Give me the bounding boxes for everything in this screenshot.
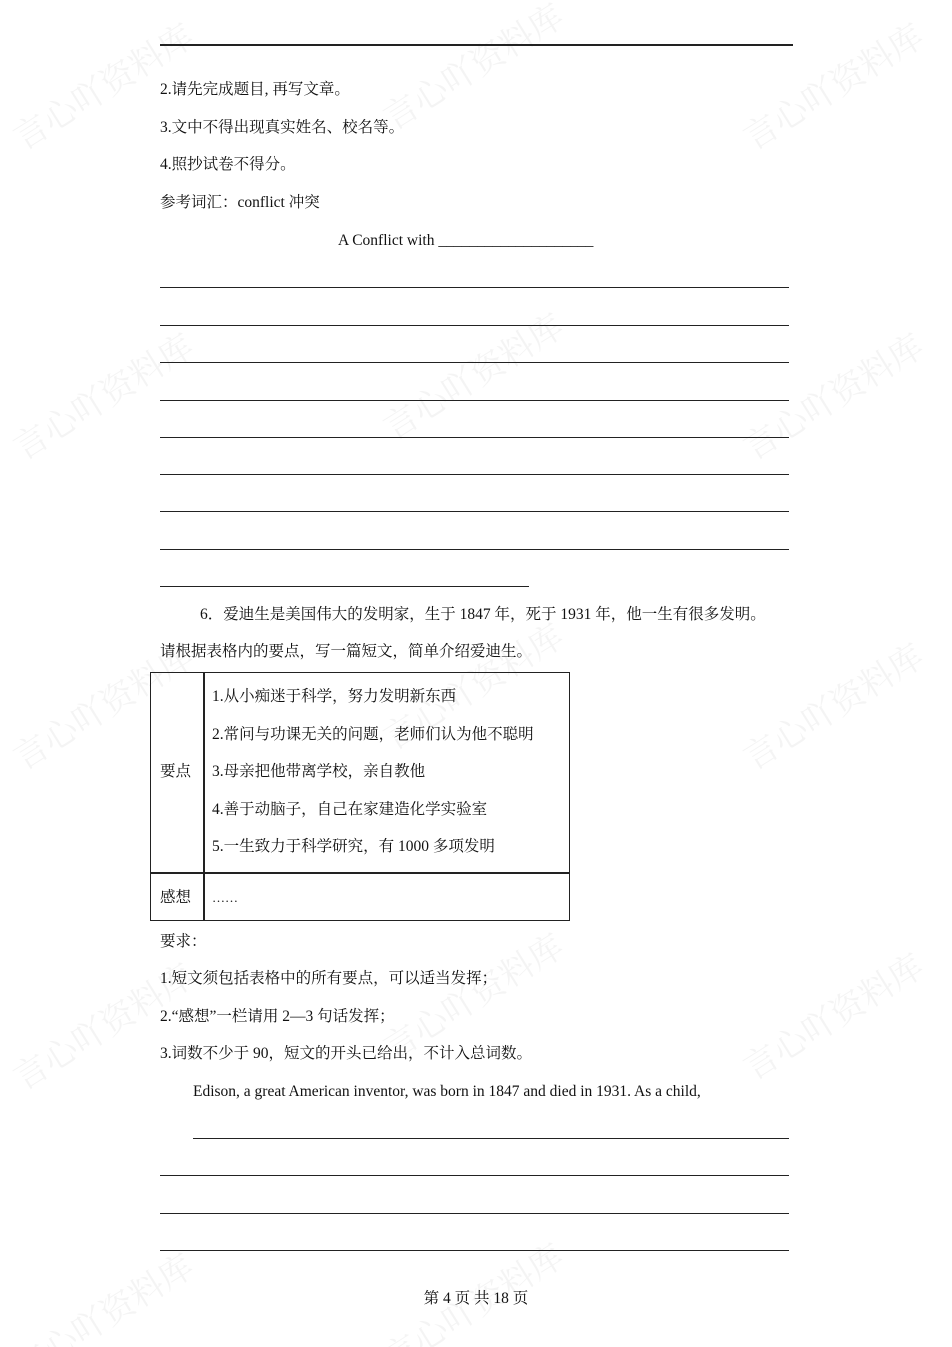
writing-line[interactable] [160, 400, 789, 401]
requirement-item: 1.短文须包括表格中的所有要点，可以适当发挥； [160, 970, 498, 987]
writing-line[interactable] [160, 437, 789, 438]
question-6-text: 请根据表格内的要点，写一篇短文，简单介绍爱迪生。 [160, 643, 533, 660]
top-rule [160, 44, 793, 46]
requirements-heading: 要求： [160, 933, 207, 950]
page-footer: 第 4 页 共 18 页 [423, 1290, 529, 1307]
writing-line[interactable] [160, 511, 789, 512]
watermark [733, 630, 932, 780]
requirement-item: 3.词数不少于 90，短文的开头已给出，不计入总词数。 [160, 1045, 533, 1062]
table-cell: …… [212, 890, 238, 905]
table-point: 2.常问与功课无关的问题，老师们认为他不聪明 [212, 726, 534, 743]
requirement-item: 2.“感想”一栏请用 2—3 句话发挥； [160, 1008, 395, 1025]
instruction: 2.请先完成题目, 再写文章。 [160, 81, 350, 98]
instruction: 3.文中不得出现真实姓名、校名等。 [160, 119, 405, 136]
table-point: 5.一生致力于科学研究，有 1000 多项发明 [212, 838, 495, 855]
writing-line[interactable] [193, 1138, 789, 1139]
table-point: 4.善于动脑子，自己在家建造化学实验室 [212, 801, 488, 818]
table-row-label: 感想 [160, 889, 192, 906]
essay-title: A Conflict with ____________________ [338, 232, 594, 249]
writing-line[interactable] [160, 474, 789, 475]
instruction: 4.照抄试卷不得分。 [160, 156, 296, 173]
writing-line[interactable] [160, 1250, 789, 1251]
writing-line[interactable] [160, 586, 529, 587]
essay-opening: Edison, a great American inventor, was born in 1847 and died in 1931. As a child, [193, 1083, 701, 1100]
table-point: 3.母亲把他带离学校，亲自教他 [212, 763, 426, 780]
key-points-table [150, 672, 570, 921]
watermark [733, 10, 932, 160]
watermark [733, 320, 932, 470]
watermark [373, 300, 572, 450]
question-6-text: 6．爱迪生是美国伟大的发明家，生于 1847 年，死于 1931 年，他一生有很多发明。 [200, 606, 766, 623]
table-row-label: 要点 [160, 763, 192, 780]
writing-line[interactable] [160, 549, 789, 550]
watermark [733, 940, 932, 1090]
watermark [3, 320, 202, 470]
table-point: 1.从小痴迷于科学，努力发明新东西 [212, 688, 457, 705]
writing-line[interactable] [160, 287, 789, 288]
writing-line[interactable] [160, 1213, 789, 1214]
vocab-note: 参考词汇：conflict 冲突 [160, 194, 320, 211]
writing-line[interactable] [160, 362, 789, 363]
writing-line[interactable] [160, 1175, 789, 1176]
writing-line[interactable] [160, 325, 789, 326]
